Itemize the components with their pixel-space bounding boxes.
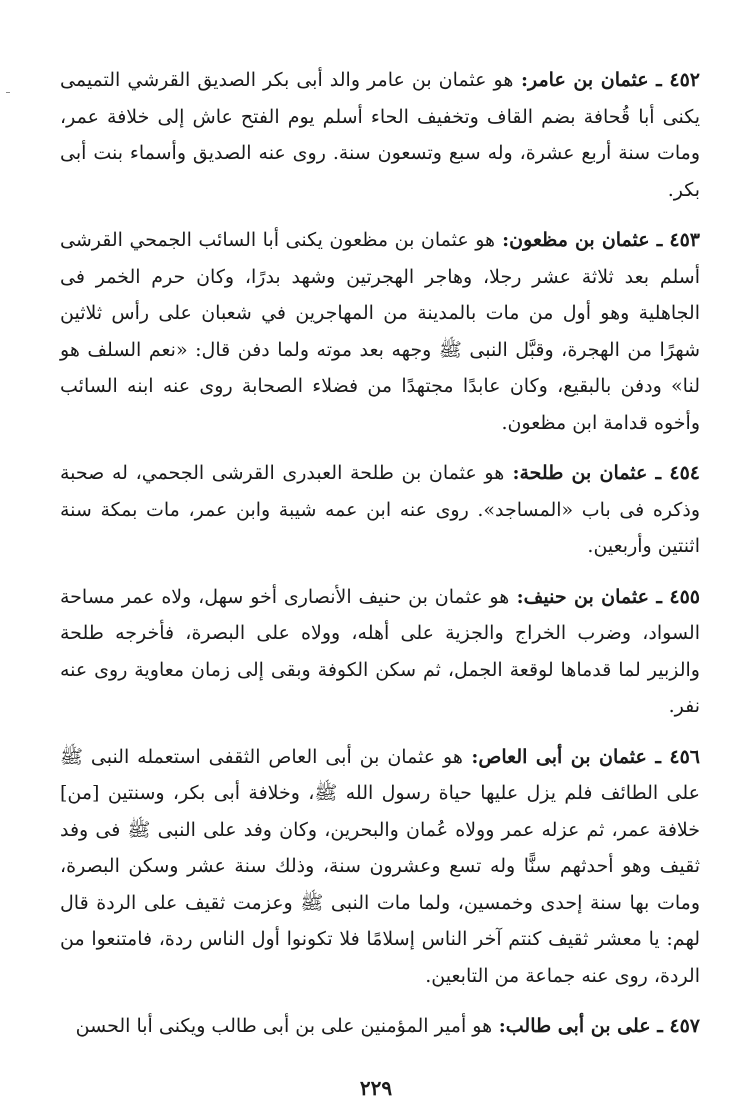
margin-mark	[6, 92, 10, 93]
entry-body: هو عثمان بن مظعون يكنى أبا السائب الجمحي القرشى أسلم بعد ثلاثة عشر رجلا، وهاجر الهجرتين وشهد بدرًا، وكان حرم الخمر فى الجاهلية وهو أول من مات بالمدينة من المهاجرين في شعبان على رأس ثلاثين شهرًا من الهجرة، وقبَّل النبى ﷺ وجهه بعد موته ولما دفن قال: «نعم السلف هو لنا» ودفن بالبقيع، وكان عابدًا مجتهدًا من فضلاء الصحابة روى عنه ابنه السائب وأخوه قدامة ابن مظعون.	[60, 229, 700, 434]
entry-body: هو أمير المؤمنين على بن أبى طالب ويكنى أبا الحسن	[75, 1015, 493, 1037]
entry-body: هو عثمان بن عامر والد أبى بكر الصديق القرشي التميمى يكنى أبا قُحافة بضم القاف وتخفيف الحاء أسلم يوم الفتح عاش إلى خلافة عمر، ومات سنة أربع عشرة، وله سبع وتسعون سنة. روى عنه الصديق وأسماء بنت أبى بكر.	[60, 69, 700, 201]
page-text	[60, 62, 700, 1045]
entry-452	[60, 62, 700, 208]
entry-heading: ٤٥٧ ـ على بن أبى طالب:	[492, 1015, 700, 1037]
entry-heading: ٤٥٣ ـ عثمان بن مظعون:	[495, 229, 700, 251]
entry-453	[60, 222, 700, 441]
entry-456	[60, 739, 700, 995]
entry-heading: ٤٥٢ ـ عثمان بن عامر:	[513, 69, 700, 91]
entry-455	[60, 579, 700, 725]
entry-457	[60, 1008, 700, 1045]
entry-heading: ٤٥٤ ـ عثمان بن طلحة:	[504, 462, 700, 484]
entry-heading: ٤٥٦ ـ عثمان بن أبى العاص:	[462, 745, 701, 768]
entry-body: هو عثمان بن أبى العاص الثقفى استعمله النبى ﷺ على الطائف فلم يزل عليها حياة رسول الله ﷺ، وخلافة أبى بكر، وسنتين [من] خلافة عمر، ثم عزله عمر وولاه عُمان والبحرين، وكان وفد على النبى ﷺ فى وفد ثقيف وهو أحدثهم سنًّا وله تسع وعشرون سنة، وذلك سنة عشر وسكن البصرة، ومات بها سنة إحدى وخمسين، ولما مات النبى ﷺ وعزمت ثقيف على الردة قال لهم: يا معشر ثقيف كنتم آخر الناس إسلامًا فلا تكونوا أول الناس ردة، فامتنعوا من الردة، روى عنه جماعة من التابعين.	[60, 745, 700, 987]
entry-heading: ٤٥٥ ـ عثمان بن حنيف:	[509, 585, 700, 608]
entry-body: هو عثمان بن حنيف الأنصارى أخو سهل، ولاه عمر مساحة السواد، وضرب الخراج والجزية على أهله، وولاه على البصرة، فأخرجه طلحة والزبير لما قدماها لوقعة الجمل، ثم سكن الكوفة وبقى إلى زمان معاوية روى عنه نفر.	[60, 585, 700, 717]
entry-454	[60, 455, 700, 565]
page-number: ٢٢٩	[359, 1076, 393, 1100]
entry-body: هو عثمان بن طلحة العبدرى القرشى الجحمي، له صحبة وذكره فى باب «المساجد». روى عنه ابن عمه شيبة وابن عمر، مات بمكة سنة اثنتين وأربعين.	[60, 462, 700, 557]
